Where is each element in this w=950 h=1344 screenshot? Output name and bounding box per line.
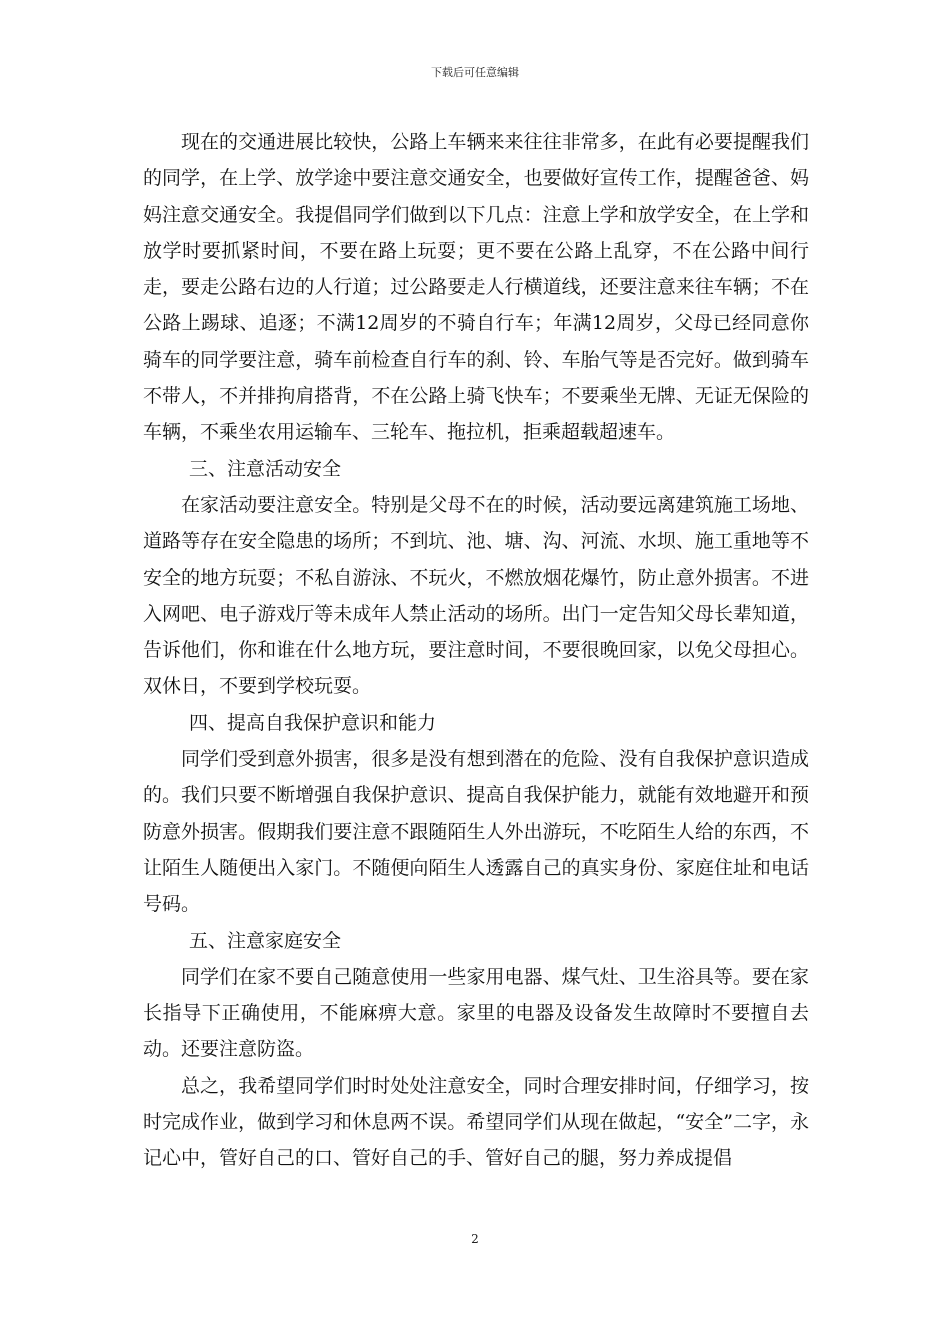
paragraph-home-safety: 同学们在家不要自己随意使用一些家用电器、煤气灶、卫生浴具等。要在家长指导下正确使用，不能麻痹大意。家里的电器及设备发生故障时不要擅自去动。还要注意防盗。 xyxy=(143,965,809,1061)
section-heading-self-protection: 四、提高自我保护意识和能力 xyxy=(189,711,437,734)
section-heading-home-safety: 五、注意家庭安全 xyxy=(189,929,342,952)
paragraph-traffic-safety: 现在的交通进展比较快，公路上车辆来来往往非常多，在此有必要提醒我们的同学，在上学、放学途中要注意交通安全，也要做好宣传工作，提醒爸爸、妈妈注意交通安全。我提倡同学们做到以下几点：注意上学和放学安全，在上学和放学时要抓紧时间，不要在路上玩耍；更不要在公路上乱穿，不在公路中间行走，要走公路右边的人行道；过公路要走人行横道线，还要注意来往车辆；不在公路上踢球、追逐；不满12周岁的不骑自行车；年满12周岁，父母已经同意你骑车的同学要注意，骑车前检查自行车的刹、铃、车胎气等是否完好。做到骑车不带人，不并排拘肩搭背，不在公路上骑飞快车；不要乘坐无牌、无证无保险的车辆，不乘坐农用运输车、三轮车、拖拉机，拒乘超载超速车。 xyxy=(143,131,809,444)
section-heading-activity-safety: 三、注意活动安全 xyxy=(189,457,342,480)
page-number: 2 xyxy=(471,1232,479,1246)
paragraph-activity-safety: 在家活动要注意安全。特别是父母不在的时候，活动要远离建筑施工场地、道路等存在安全隐患的场所；不到坑、池、塘、沟、河流、水坝、施工重地等不安全的地方玩耍；不私自游泳、不玩火，不燃放烟花爆竹，防止意外损害。不进入网吧、电子游戏厅等未成年人禁止活动的场所。出门一定告知父母长辈知道，告诉他们，你和谁在什么地方玩，要注意时间，不要很晚回家，以免父母担心。双休日，不要到学校玩耍。 xyxy=(143,493,809,698)
document-body xyxy=(143,124,809,1177)
paragraph-self-protection: 同学们受到意外损害，很多是没有想到潜在的危险、没有自我保护意识造成的。我们只要不断增强自我保护意识、提高自我保护能力，就能有效地避开和预防意外损害。假期我们要注意不跟随陌生人外出游玩，不吃陌生人给的东西，不让陌生人随便出入家门。不随便向陌生人透露自己的真实身份、家庭住址和电话号码。 xyxy=(143,748,809,916)
page-header-note: 下载后可任意编辑 xyxy=(431,66,519,79)
paragraph-conclusion: 总之，我希望同学们时时处处注意安全，同时合理安排时间，仔细学习，按时完成作业，做到学习和休息两不误。希望同学们从现在做起，“安全”二字，永记心中，管好自己的口、管好自己的手、管好自己的腿，努力养成提倡 xyxy=(143,1074,809,1170)
